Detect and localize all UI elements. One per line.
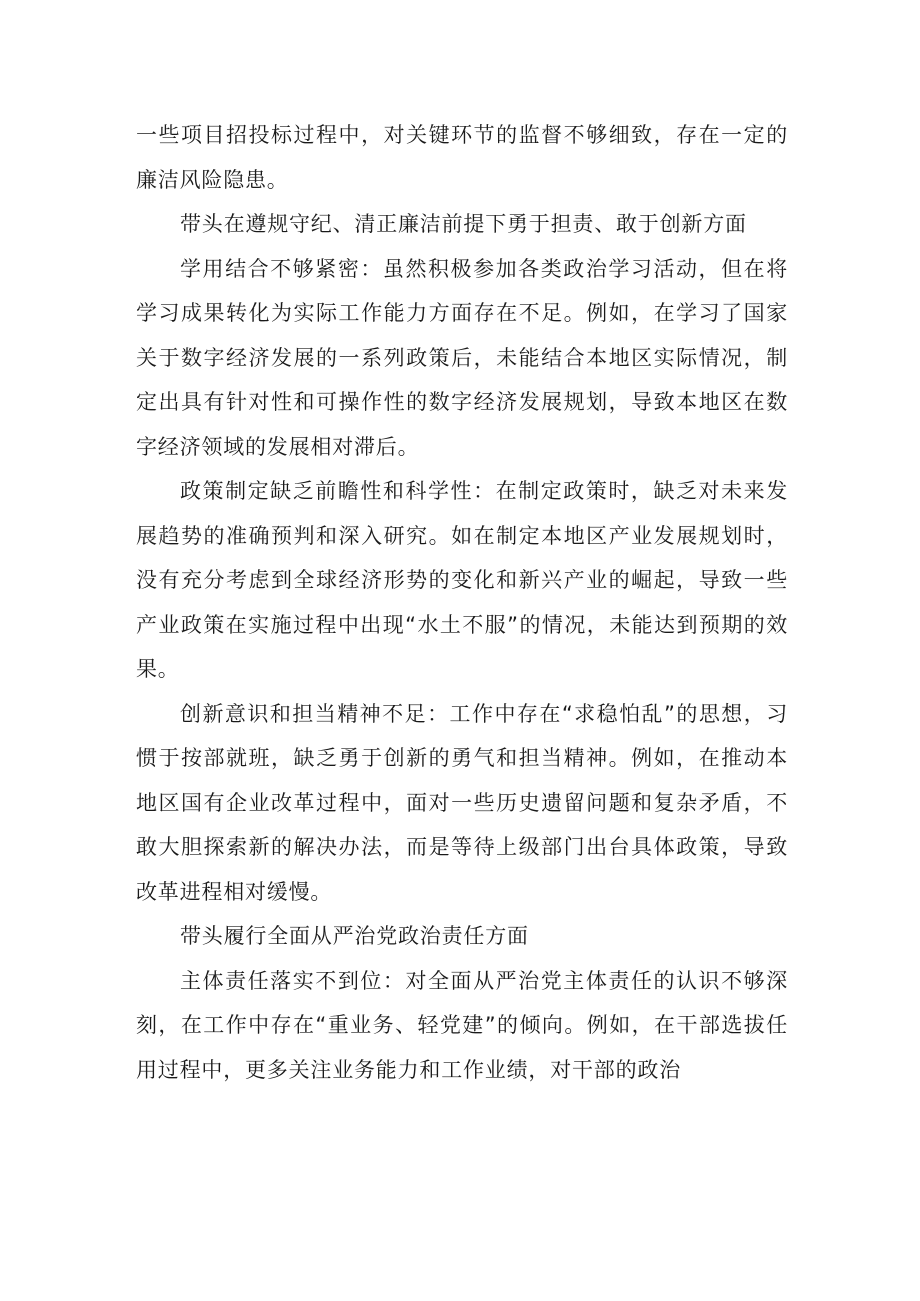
- heading-responsibility-innovation: 带头在遵规守纪、清正廉洁前提下勇于担责、敢于创新方面: [180, 212, 747, 236]
- paragraph-innovation-awareness: 创新意识和担当精神不足：工作中存在“求稳怕乱”的思想，习惯于按部就班，缺乏勇于创新的勇气和担当精神。例如，在推动本地区国有企业改革过程中，面对一些历史遗留问题和复杂矛盾，不敢大胆探索新的解决办法，而是等待上级部门出台具体政策，导致改革进程相对缓慢。: [136, 701, 788, 904]
- paragraph-policy-making: 政策制定缺乏前瞻性和科学性：在制定政策时，缺乏对未来发展趋势的准确预判和深入研究。如在制定本地区产业发展规划时，没有充分考虑到全球经济形势的变化和新兴产业的崛起，导致一些产业政策在实施过程中出现“水土不服”的情况，未能达到预期的效果。: [136, 479, 788, 681]
- document-page: [136, 113, 788, 1092]
- paragraph-integrity-risk: 一些项目招投标过程中，对关键环节的监督不够细致，存在一定的廉洁风险隐患。: [136, 123, 788, 192]
- heading-party-governance: 带头履行全面从严治党政治责任方面: [180, 924, 529, 948]
- paragraph-main-responsibility: 主体责任落实不到位：对全面从严治党主体责任的认识不够深刻，在工作中存在“重业务、轻党建”的倾向。例如，在干部选拔任用过程中，更多关注业务能力和工作业绩，对干部的政治: [136, 968, 788, 1082]
- paragraph-study-application: 学用结合不够紧密：虽然积极参加各类政治学习活动，但在将学习成果转化为实际工作能力方面存在不足。例如，在学习了国家关于数字经济发展的一系列政策后，未能结合本地区实际情况，制定出具有针对性和可操作性的数字经济发展规划，导致本地区在数字经济领域的发展相对滞后。: [136, 256, 788, 459]
